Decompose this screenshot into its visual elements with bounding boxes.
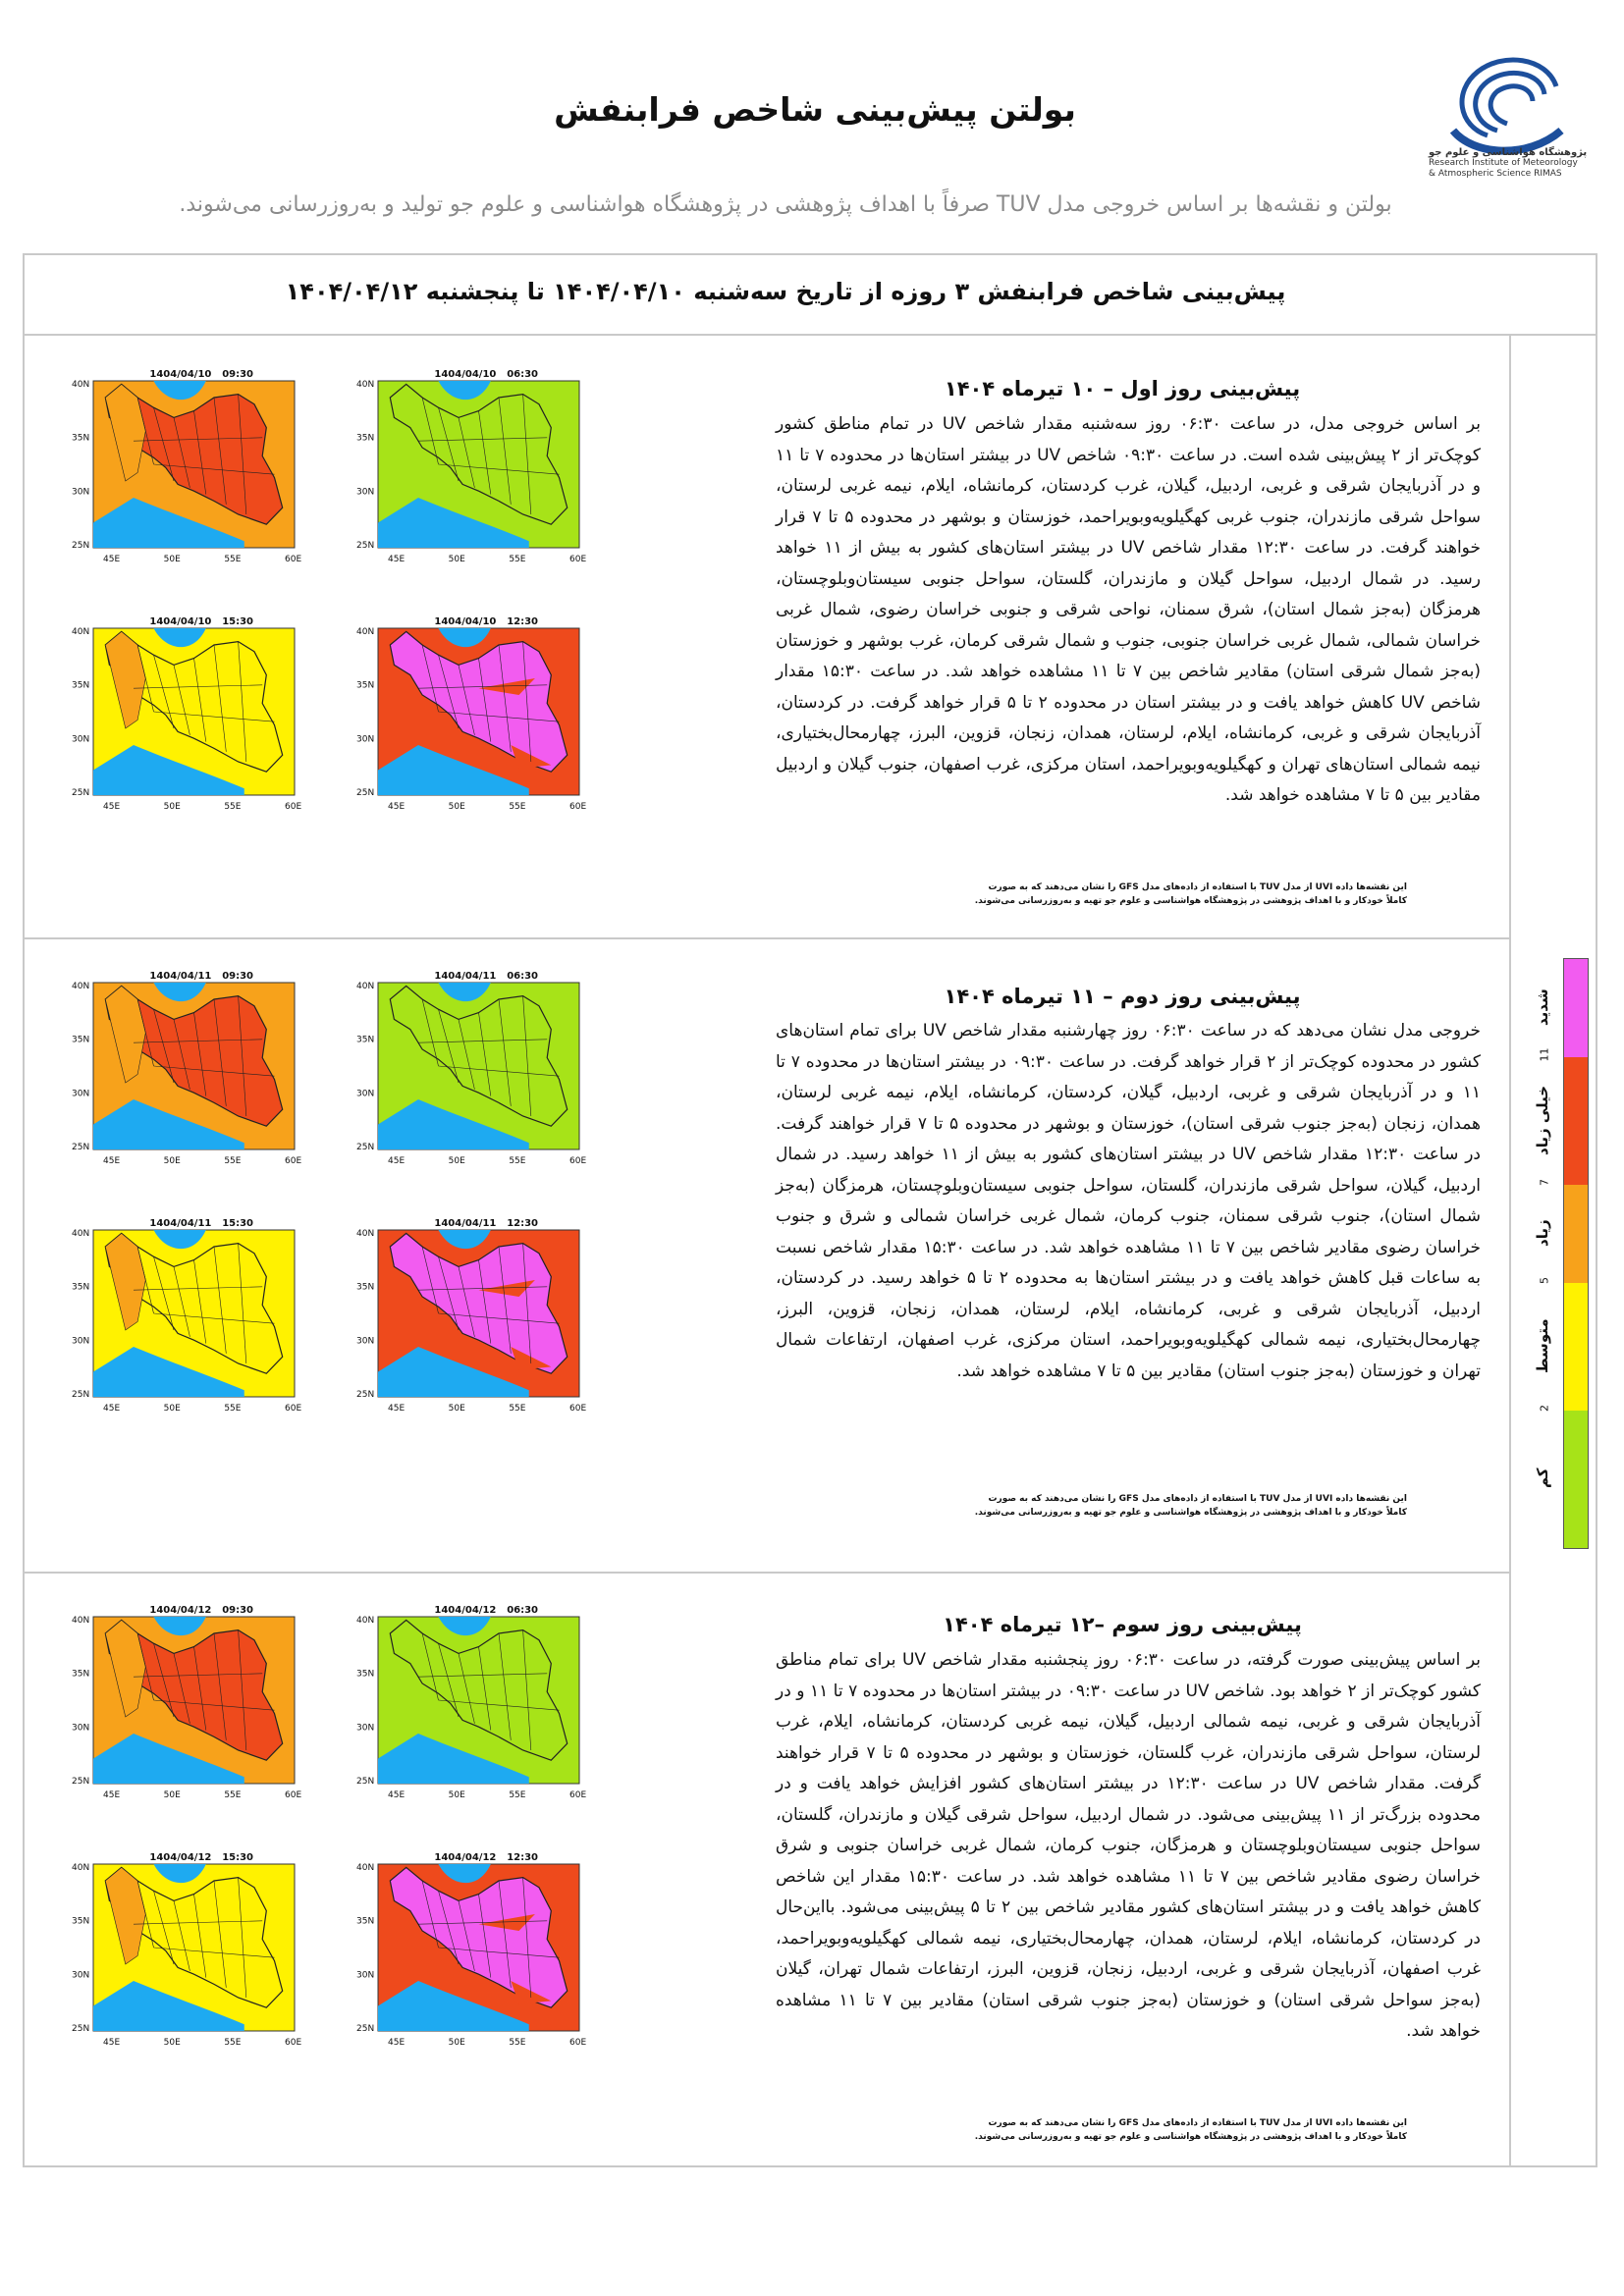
lon-tick: 60E	[569, 802, 587, 812]
lon-tick: 50E	[163, 1790, 181, 1800]
map-time: 12:30	[507, 616, 539, 627]
legend-swatch	[1564, 1283, 1588, 1411]
lat-tick: 40N	[356, 982, 375, 991]
rimas-logo-icon	[1429, 37, 1586, 165]
lon-tick: 55E	[224, 1404, 242, 1414]
lat-tick: 40N	[72, 1863, 90, 1873]
map-date: 1404/04/12	[434, 1852, 497, 1863]
uv-map-0930	[70, 1601, 310, 1803]
map-time: 15:30	[222, 1218, 254, 1229]
lat-tick: 25N	[72, 788, 90, 798]
lon-tick: 55E	[509, 2038, 526, 2048]
lon-tick: 45E	[388, 1156, 406, 1166]
day-body: بر اساس خروجی مدل، در ساعت ۰۶:۳۰ روز سه‌شنبه مقدار شاخص UV در تمام مناطق کشور کوچک‌تر از ۲ پیش‌بینی شده است. در ساعت ۰۹:۳۰ شاخص UV در بیشتر استان‌ها در محدوده ۷ تا ۱۱ و در آذربایجان شرقی و غربی، اردبیل، گیلان، غرب کردستان، کرمانشاه، ایلام، نیمه غربی لرستان، سواحل شرقی مازندران، جنوب غربی کهگیلویه‌وبویراحمد، خوزستان و بوشهر در محدوده ۵ تا ۷ قرار خواهند گرفت. در ساعت ۱۲:۳۰ مقدار شاخص UV در بیشتر استان‌های کشور به بیش از ۱۱ خواهد رسید. در شمال اردبیل، سواحل گیلان و مازندران، گلستان، سواحل جنوبی سیستان‌وبلوچستان، هرمزگان (به‌جز شمال استان)، شرق سمنان، نواحی شرقی و جنوبی خراسان رضوی، شمال غربی خراسان شمالی، شمال غربی خراسان جنوبی، جنوب و شمال شرقی کرمان، غرب بوشهر و خوزستان (به‌جز شمال شرقی استان) مقادیر شاخص بین ۷ تا ۱۱ مشاهده خواهد شد. در ساعت ۱۵:۳۰ مقدار شاخص UV کاهش خواهد یافت و در بیشتر استان در محدوده ۲ تا ۵ قرار خواهد گرفت. در کردستان، آذربایجان شرقی و غربی، کرمانشاه، ایلام، لرستان، همدان، زنجان، قزوین، البرز، چهارمحال‌بختیاری، نیمه شمالی استان‌های تهران و کهگیلویه‌وبویراحمد، استان مرکزی، غرب اصفهان، جنوب گیلان و اردبیل مقادیر بین ۵ تا ۷ مشاهده خواهد شد.	[776, 414, 1482, 805]
lat-tick: 35N	[72, 1916, 90, 1927]
lat-tick: 35N	[72, 1282, 90, 1293]
lat-tick: 30N	[72, 1970, 90, 1981]
legend-threshold: 5	[1538, 1277, 1551, 1284]
map-date: 1404/04/12	[149, 1605, 212, 1616]
lat-tick: 35N	[356, 1916, 375, 1927]
lat-tick: 25N	[356, 788, 375, 798]
lat-tick: 30N	[356, 1970, 375, 1981]
lat-tick: 25N	[356, 1143, 375, 1152]
map-date: 1404/04/12	[149, 1852, 212, 1863]
lat-tick: 30N	[356, 1723, 375, 1734]
legend-swatch	[1564, 1411, 1588, 1548]
lat-tick: 40N	[356, 1616, 375, 1626]
lat-tick: 35N	[356, 1035, 375, 1045]
lat-tick: 40N	[356, 1229, 375, 1239]
map-note-line-1: این نقشه‌ها داده UVI از مدل TUV با استفاده از داده‌های مدل GFS را نشان می‌دهند که به صورت	[988, 1494, 1407, 1504]
lon-tick: 50E	[163, 1404, 181, 1414]
lat-tick: 35N	[72, 1035, 90, 1045]
lat-tick: 30N	[356, 734, 375, 745]
logo-caption-fa: پژوهشگاه هواشناسی و علوم جو	[1429, 147, 1588, 158]
map-date: 1404/04/12	[434, 1605, 497, 1616]
lon-tick: 50E	[163, 802, 181, 812]
legend-label: زیاد	[1534, 1219, 1551, 1247]
legend-swatch	[1564, 1185, 1588, 1283]
map-note	[828, 881, 1407, 908]
map-time: 06:30	[507, 971, 539, 982]
legend-label: خیلی زیاد	[1534, 1085, 1551, 1155]
lon-tick: 55E	[224, 1790, 242, 1800]
uv-map-1530	[70, 1848, 310, 2051]
day-title: پیش‌بینی روز سوم –۱۲ تیرماه ۱۴۰۴	[943, 1613, 1302, 1636]
uv-map-0630	[354, 1601, 595, 1803]
lon-tick: 55E	[509, 1404, 526, 1414]
legend-label: شدید	[1534, 988, 1551, 1026]
lon-tick: 60E	[285, 2038, 302, 2048]
lon-tick: 50E	[448, 2038, 465, 2048]
lon-tick: 55E	[509, 555, 526, 564]
lon-tick: 50E	[448, 555, 465, 564]
lon-tick: 60E	[285, 1156, 302, 1166]
map-date: 1404/04/10	[434, 369, 497, 380]
legend-swatch	[1564, 1057, 1588, 1185]
lat-tick: 30N	[72, 734, 90, 745]
lat-tick: 30N	[356, 1089, 375, 1099]
lat-tick: 40N	[356, 380, 375, 390]
lat-tick: 35N	[72, 680, 90, 691]
lon-tick: 55E	[509, 1790, 526, 1800]
map-date: 1404/04/11	[434, 971, 497, 982]
logo-caption	[1429, 147, 1591, 180]
lat-tick: 30N	[72, 487, 90, 498]
lat-tick: 35N	[356, 433, 375, 444]
map-date: 1404/04/10	[149, 369, 212, 380]
lat-tick: 25N	[356, 2024, 375, 2034]
lat-tick: 40N	[356, 627, 375, 637]
uv-map-0930	[70, 365, 310, 567]
day-body: خروجی مدل نشان می‌دهد که در ساعت ۰۶:۳۰ روز چهارشنبه مقدار شاخص UV برای تمام استان‌های کشور در محدوده کوچک‌تر از ۲ قرار خواهد گرفت. در ساعت ۰۹:۳۰ در بیشتر استان‌ها در محدوده ۷ تا ۱۱ و در آذربایجان شرقی و غربی، اردبیل، گیلان، کردستان، کرمانشاه، ایلام، نیمه غربی لرستان، همدان، زنجان (به‌جز جنوب شرقی استان)، خوزستان و بوشهر در محدوده ۵ تا ۷ قرار خواهند گرفت. در ساعت ۱۲:۳۰ مقدار شاخص UV در بیشتر استان‌های کشور به بیش از ۱۱ خواهد رسید. در شمال اردبیل، گیلان، سواحل شرقی مازندران، گلستان، سواحل جنوبی سیستان‌وبلوچستان، هرمزگان (به‌جز شمال استان)، جنوب شرقی سمنان، جنوب کرمان، شمال غربی خراسان شمالی و شرق و جنوب خراسان رضوی مقادیر شاخص بین ۷ تا ۱۱ مشاهده خواهد شد. در ساعت ۱۵:۳۰ مقدار شاخص نسبت به ساعات قبل کاهش خواهد یافت و در بیشتر استان‌ها به محدوده ۲ تا ۵ خواهد رسید. در کردستان، اردبیل، آذربایجان شرقی و غربی، کرمانشاه، ایلام، لرستان، همدان، زنجان، قزوین، البرز، چهارمحال‌بختیاری، نیمه شمالی کهگیلویه‌وبویراحمد، استان مرکزی، غرب اصفهان، ارتفاعات شمال تهران و خوزستان (به‌جز جنوب استان) مقادیر بین ۵ تا ۷ مشاهده خواهد شد.	[776, 1021, 1481, 1381]
lon-tick: 45E	[103, 1404, 121, 1414]
legend-swatch	[1564, 959, 1588, 1057]
map-date: 1404/04/11	[149, 1218, 212, 1229]
lat-tick: 25N	[72, 1390, 90, 1400]
lat-tick: 30N	[72, 1089, 90, 1099]
lon-tick: 45E	[103, 555, 121, 564]
map-note-line-2: کاملاً خودکار و با اهداف پژوهشی در پژوهشگاه هواشناسی و علوم جو تهیه و به‌روزرسانی می‌شوند.	[974, 896, 1407, 906]
lon-tick: 55E	[224, 555, 242, 564]
lat-tick: 25N	[72, 1143, 90, 1152]
lon-tick: 45E	[103, 802, 121, 812]
lon-tick: 55E	[509, 1156, 526, 1166]
bulletin-subtitle: بولتن و نقشه‌ها بر اساس خروجی مدل TUV صرفاً با اهداف پژوهشی در پژوهشگاه هواشناسی و علوم جو تولید و به‌روزرسانی می‌شوند.	[179, 192, 1392, 217]
lat-tick: 25N	[72, 2024, 90, 2034]
lat-tick: 35N	[72, 1669, 90, 1680]
legend-label: کم	[1534, 1468, 1551, 1489]
map-note-line-1: این نقشه‌ها داده UVI از مدل TUV با استفاده از داده‌های مدل GFS را نشان می‌دهند که به صورت	[988, 882, 1407, 892]
lat-tick: 35N	[356, 1282, 375, 1293]
lon-tick: 60E	[569, 1156, 587, 1166]
lat-tick: 40N	[72, 1229, 90, 1239]
map-date: 1404/04/11	[434, 1218, 497, 1229]
lon-tick: 60E	[569, 555, 587, 564]
map-note-line-2: کاملاً خودکار و با اهداف پژوهشی در پژوهشگاه هواشناسی و علوم جو تهیه و به‌روزرسانی می‌شوند.	[974, 2132, 1407, 2142]
uv-map-1530	[70, 1214, 310, 1416]
lon-tick: 50E	[448, 1404, 465, 1414]
uv-map-1230	[354, 1214, 595, 1416]
logo-caption-en-1: Research Institute of Meteorology	[1429, 158, 1578, 168]
lon-tick: 45E	[103, 2038, 121, 2048]
lon-tick: 60E	[569, 1404, 587, 1414]
lon-tick: 45E	[388, 555, 406, 564]
day-section	[23, 937, 1509, 1572]
lon-tick: 60E	[285, 802, 302, 812]
uv-legend-colorbar	[1563, 958, 1589, 1549]
uv-map-1530	[70, 613, 310, 815]
lat-tick: 40N	[72, 982, 90, 991]
map-note	[828, 2116, 1407, 2144]
lon-tick: 60E	[285, 555, 302, 564]
lon-tick: 45E	[388, 1790, 406, 1800]
map-date: 1404/04/10	[149, 616, 212, 627]
lon-tick: 55E	[224, 1156, 242, 1166]
map-time: 06:30	[507, 369, 539, 380]
lon-tick: 50E	[163, 2038, 181, 2048]
lon-tick: 55E	[224, 802, 242, 812]
map-note	[828, 1492, 1407, 1520]
map-note-line-1: این نقشه‌ها داده UVI از مدل TUV با استفاده از داده‌های مدل GFS را نشان می‌دهند که به صورت	[988, 2118, 1407, 2128]
map-time: 06:30	[507, 1605, 539, 1616]
lon-tick: 45E	[388, 1404, 406, 1414]
map-time: 09:30	[222, 971, 254, 982]
lat-tick: 30N	[72, 1723, 90, 1734]
lon-tick: 60E	[285, 1404, 302, 1414]
lon-tick: 50E	[163, 555, 181, 564]
lon-tick: 55E	[224, 2038, 242, 2048]
lon-tick: 50E	[448, 1790, 465, 1800]
bulletin-title: بولتن پیش‌بینی شاخص فرابنفش	[554, 90, 1076, 129]
lon-tick: 50E	[448, 802, 465, 812]
lat-tick: 30N	[72, 1336, 90, 1347]
map-time: 09:30	[222, 1605, 254, 1616]
lat-tick: 30N	[356, 487, 375, 498]
uv-map-0630	[354, 365, 595, 567]
lat-tick: 25N	[72, 541, 90, 551]
lat-tick: 25N	[356, 541, 375, 551]
day-section	[23, 336, 1509, 937]
map-time: 12:30	[507, 1852, 539, 1863]
map-time: 09:30	[222, 369, 254, 380]
table-heading: پیش‌بینی شاخص فرابنفش ۳ روزه از تاریخ سه‌شنبه ۱۴۰۴/۰۴/۱۰ تا پنجشنبه ۱۴۰۴/۰۴/۱۲	[285, 278, 1286, 305]
lon-tick: 50E	[448, 1156, 465, 1166]
map-time: 12:30	[507, 1218, 539, 1229]
map-time: 15:30	[222, 616, 254, 627]
lat-tick: 35N	[356, 680, 375, 691]
map-note-line-2: کاملاً خودکار و با اهداف پژوهشی در پژوهشگاه هواشناسی و علوم جو تهیه و به‌روزرسانی می‌شوند.	[974, 1508, 1407, 1518]
lon-tick: 45E	[103, 1156, 121, 1166]
lat-tick: 30N	[356, 1336, 375, 1347]
lat-tick: 25N	[72, 1777, 90, 1787]
lon-tick: 55E	[509, 802, 526, 812]
day-section	[23, 1572, 1509, 2167]
lat-tick: 25N	[356, 1390, 375, 1400]
day-title: پیش‌بینی روز اول – ۱۰ تیرماه ۱۴۰۴	[944, 377, 1301, 400]
lat-tick: 40N	[72, 627, 90, 637]
lon-tick: 60E	[569, 1790, 587, 1800]
uv-map-1230	[354, 1848, 595, 2051]
day-title: پیش‌بینی روز دوم – ۱۱ تیرماه ۱۴۰۴	[944, 985, 1301, 1008]
lat-tick: 40N	[72, 1616, 90, 1626]
map-time: 15:30	[222, 1852, 254, 1863]
lon-tick: 60E	[285, 1790, 302, 1800]
lon-tick: 60E	[569, 2038, 587, 2048]
lat-tick: 35N	[72, 433, 90, 444]
uv-legend	[1534, 958, 1593, 1547]
map-date: 1404/04/10	[434, 616, 497, 627]
legend-divider	[1509, 336, 1511, 2167]
logo-caption-en-2: & Atmospheric Science RIMAS	[1429, 169, 1562, 179]
legend-threshold: 11	[1538, 1047, 1551, 1062]
uv-map-0630	[354, 967, 595, 1169]
lat-tick: 40N	[72, 380, 90, 390]
lat-tick: 35N	[356, 1669, 375, 1680]
lat-tick: 40N	[356, 1863, 375, 1873]
legend-label: متوسط	[1534, 1318, 1551, 1373]
legend-threshold: 2	[1538, 1405, 1551, 1412]
map-date: 1404/04/11	[149, 971, 212, 982]
legend-threshold: 7	[1538, 1179, 1551, 1186]
lon-tick: 45E	[103, 1790, 121, 1800]
uv-map-0930	[70, 967, 310, 1169]
lat-tick: 25N	[356, 1777, 375, 1787]
lon-tick: 45E	[388, 802, 406, 812]
day-body: بر اساس پیش‌بینی صورت گرفته، در ساعت ۰۶:۳۰ روز پنجشنبه مقدار شاخص UV برای تمام مناطق کشور کوچک‌تر از ۲ خواهد بود. شاخص UV در ساعت ۰۹:۳۰ در بیشتر استان‌ها در محدوده ۷ تا ۱۱ و در آذربایجان شرقی و غربی، نیمه شمالی اردبیل، گیلان، نیمه غربی کردستان، کرمانشاه، ایلام، غرب لرستان، سواحل شرقی مازندران، غرب گلستان، خوزستان و بوشهر در محدوده ۵ تا ۷ قرار خواهند گرفت. مقدار شاخص UV در ساعت ۱۲:۳۰ در بیشتر استان‌های کشور افزایش خواهد یافت و در محدوده بزرگ‌تر از ۱۱ پیش‌بینی می‌شود. در شمال اردبیل، سواحل شرقی گیلان و مازندران، گلستان، سواحل جنوبی سیستان‌وبلوچستان و هرمزگان، جنوب کرمان، شمال غربی خراسان جنوبی و شرق خراسان رضوی مقادیر شاخص بین ۷ تا ۱۱ مشاهده خواهد شد. در ساعت ۱۵:۳۰ مقدار این شاخص کاهش خواهد یافت و در بیشتر استان‌های کشور مقادیر شاخص بین ۲ تا ۵ پیش‌بینی می‌شود. بااین‌حال در کردستان، کرمانشاه، ایلام، لرستان، همدان، چهارمحال‌بختیاری، نیمه شمالی کهگیلویه‌وبویراحمد، غرب اصفهان، آذربایجان شرقی و غربی، اردبیل، زنجان، قزوین، البرز، ارتفاعات شمال تهران، گیلان (به‌جز سواحل شرقی استان) و خوزستان (به‌جز جنوب شرقی استان) مقادیر بین ۷ تا ۱۱ مشاهده خواهد شد.	[776, 1650, 1482, 2041]
lon-tick: 45E	[388, 2038, 406, 2048]
lon-tick: 50E	[163, 1156, 181, 1166]
uv-map-1230	[354, 613, 595, 815]
